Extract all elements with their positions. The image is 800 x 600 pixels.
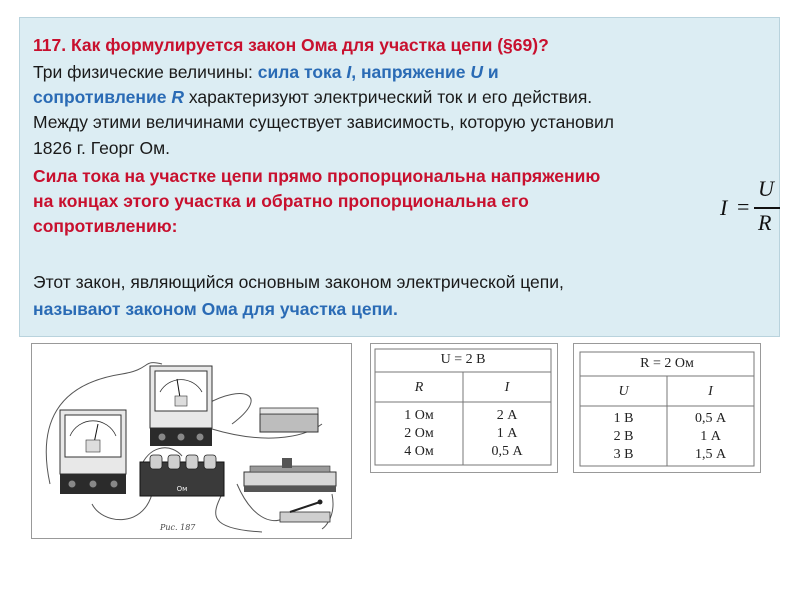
symbol-U: U (470, 62, 483, 82)
intro-line-2 (33, 85, 592, 109)
rheostat (244, 458, 336, 492)
intro-and: и (483, 62, 499, 82)
law-line-2: на концах этого участка и обратно пропорциональна его (33, 191, 529, 211)
table-u (370, 343, 558, 473)
table-u-cell: 4 Ом (404, 444, 434, 459)
formula-eq: = (737, 194, 750, 219)
formula-denominator: R (758, 210, 772, 235)
symbol-R: R (171, 87, 184, 107)
meter-left (60, 410, 126, 494)
table-r-title: R = 2 Ом (640, 356, 694, 371)
term-current: сила тока (257, 62, 347, 82)
table-u-col-r: R (414, 380, 424, 395)
law-line-1: Сила тока на участке цепи прямо пропорциональна напряжению (33, 166, 601, 186)
circuit-illustration (32, 344, 351, 538)
conclusion-line-2: называют законом Ома для участка цепи. (33, 299, 398, 319)
table-r-col-u: U (618, 384, 629, 399)
table-r (573, 343, 761, 473)
intro-line-4: 1826 г. Георг Ом. (33, 138, 171, 158)
formula-lhs: I (720, 195, 728, 220)
ohm-formula (720, 176, 784, 238)
resistor-label: Ом (176, 485, 188, 493)
intro-text-2: характеризуют электрический ток и его действия. (183, 87, 593, 107)
fraction-bar (754, 207, 780, 209)
conclusion-line-1: Этот закон, являющийся основным законом электрической цепи, (33, 272, 564, 292)
term-voltage: , напряжение (351, 62, 471, 82)
resistor-box (140, 455, 224, 496)
table-r-cell: 1,5 А (694, 447, 727, 462)
table-r-cell: 1 А (700, 429, 721, 444)
question-heading (33, 33, 549, 57)
table-u-cell: 2 Ом (404, 426, 434, 441)
symbol-I: I (346, 62, 352, 82)
table-r-col-i: I (708, 384, 713, 399)
table-r-cell: 1 В (613, 411, 634, 426)
formula-numerator: U (758, 176, 774, 201)
term-resistance: сопротивление (33, 87, 172, 107)
table-r-cell: 0,5 А (694, 411, 727, 426)
table-u-cell: 1 Ом (404, 408, 434, 423)
figure-caption: Рис. 187 (160, 523, 196, 532)
battery-block (260, 408, 318, 432)
question-number: 117. (33, 35, 67, 55)
table-u-title: U = 2 В (440, 352, 486, 367)
meter-top (150, 366, 212, 446)
table-u-cell: 0,5 А (491, 444, 523, 459)
law-line-3: сопротивлению: (33, 216, 178, 236)
intro-text: Три физические величины: (33, 62, 258, 82)
intro-line-1 (33, 60, 499, 84)
table-r-cell: 3 В (613, 447, 634, 462)
intro-line-3: Между этими величинами существует зависимость, которую установил (33, 112, 615, 132)
table-r-cell: 2 В (613, 429, 634, 444)
section-ref: (§69)? (497, 35, 549, 55)
table-u-col-i: I (504, 380, 510, 395)
table-u-cell: 2 А (496, 408, 518, 423)
table-u-cell: 1 А (496, 426, 518, 441)
switch (280, 500, 330, 523)
circuit-figure (31, 343, 352, 539)
question-text: Как формулируется закон Ома для участка цепи (70, 35, 493, 55)
